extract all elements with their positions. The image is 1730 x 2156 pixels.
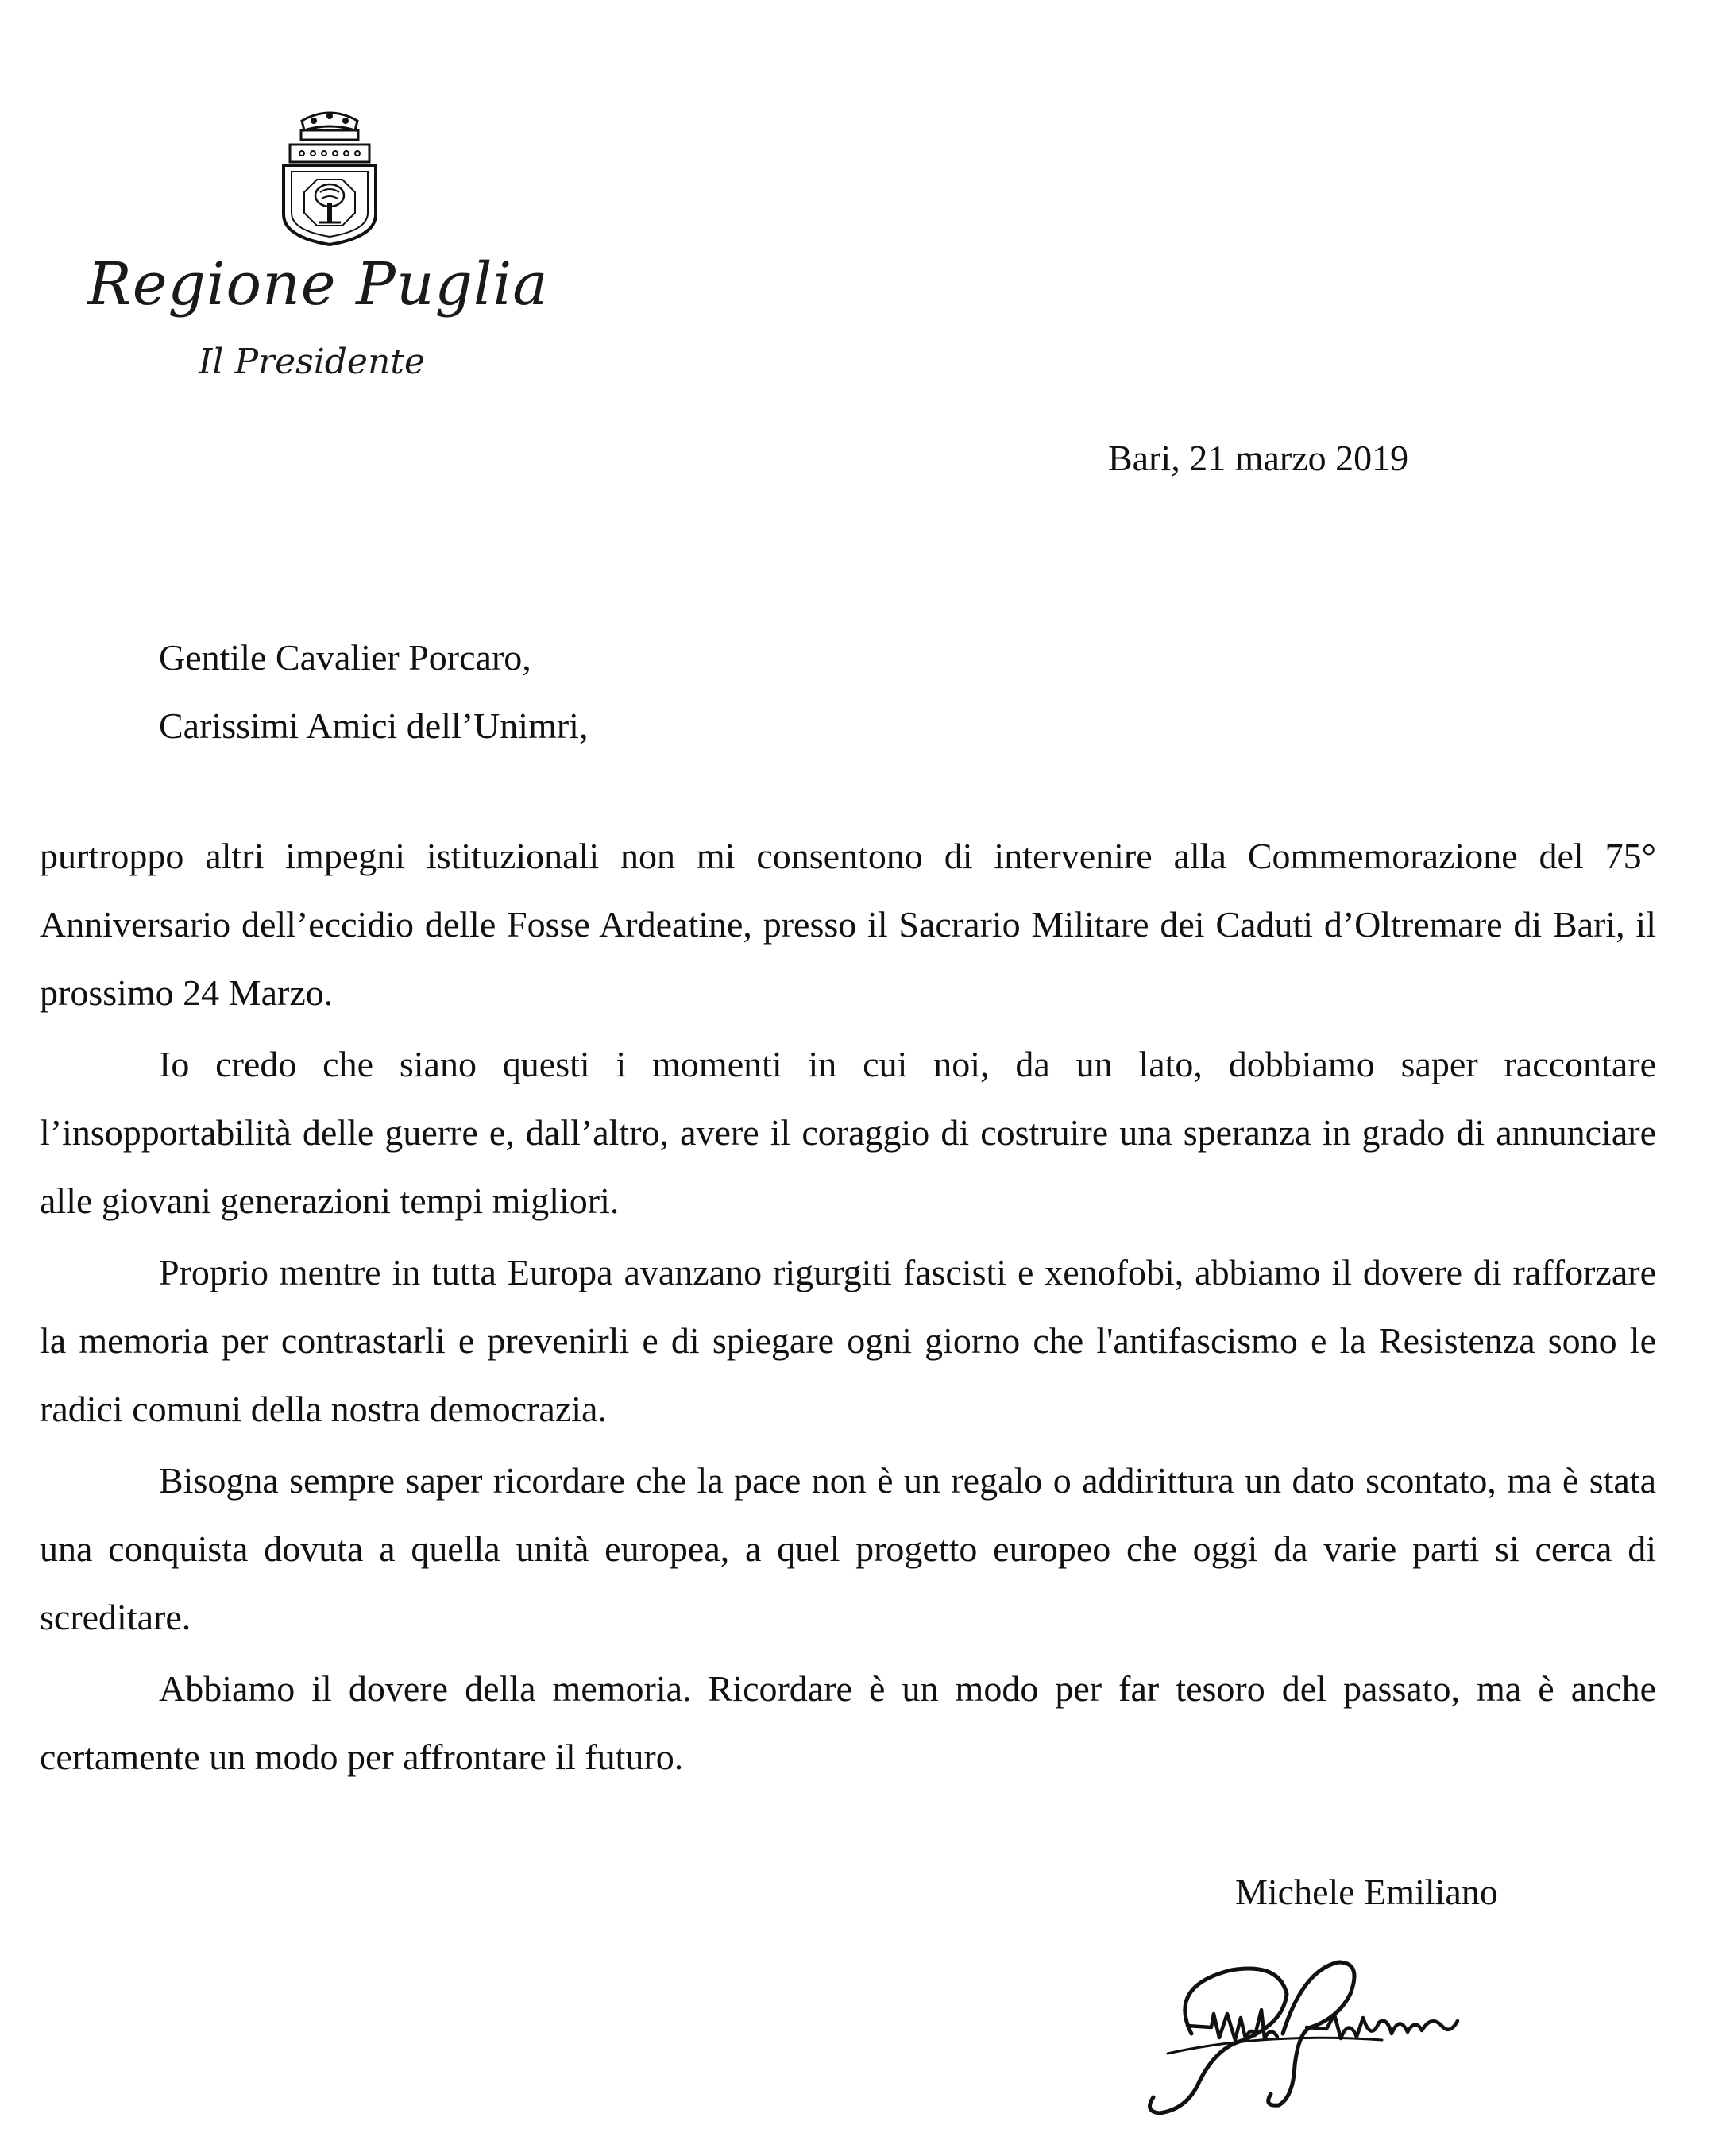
signer-name: Michele Emiliano bbox=[1235, 1872, 1498, 1912]
letterhead bbox=[87, 103, 580, 405]
office-title: Il Presidente bbox=[199, 342, 426, 382]
handwritten-signature bbox=[1144, 1938, 1541, 2121]
salutation-line: Gentile Cavalier Porcaro, bbox=[159, 637, 531, 678]
paragraph: Io credo che siano questi i momenti in cui noi, da un lato, dobbiamo saper raccontare l’insopportabilità delle guerre e, dall’altro, avere il coraggio di costruire una speranza in grado di annunciare alle giovani generazioni tempi migliori. bbox=[40, 1044, 1656, 1221]
letter-date: Bari, 21 marzo 2019 bbox=[1108, 438, 1409, 478]
salutation-line: Carissimi Amici dell’Unimri, bbox=[159, 705, 589, 746]
region-name: Regione Puglia bbox=[87, 250, 549, 319]
coat-of-arms-icon bbox=[266, 103, 393, 246]
salutation bbox=[159, 624, 588, 760]
paragraph: Abbiamo il dovere della memoria. Ricordare è un modo per far tesoro del passato, ma è anche certamente un modo per affrontare il futuro. bbox=[40, 1668, 1656, 1777]
paragraph: Proprio mentre in tutta Europa avanzano rigurgiti fascisti e xenofobi, abbiamo il dovere di rafforzare la memoria per contrastarli e prevenirli e di spiegare ogni giorno che l'antifascismo e la Resistenza sono le radici comuni della nostra democrazia. bbox=[40, 1252, 1656, 1429]
letter-body bbox=[40, 822, 1656, 1795]
paragraph: Bisogna sempre saper ricordare che la pace non è un regalo o addirittura un dato scontato, ma è stata una conquista dovuta a quella unità europea, a quel progetto europeo che oggi da varie parti si cerca di screditare. bbox=[40, 1460, 1656, 1637]
paragraph: purtroppo altri impegni istituzionali non mi consentono di intervenire alla Commemorazione del 75° Anniversario dell’eccidio delle Fosse Ardeatine, presso il Sacrario Militare dei Caduti d’Oltremare di Bari, il prossimo 24 Marzo. bbox=[40, 836, 1656, 1013]
